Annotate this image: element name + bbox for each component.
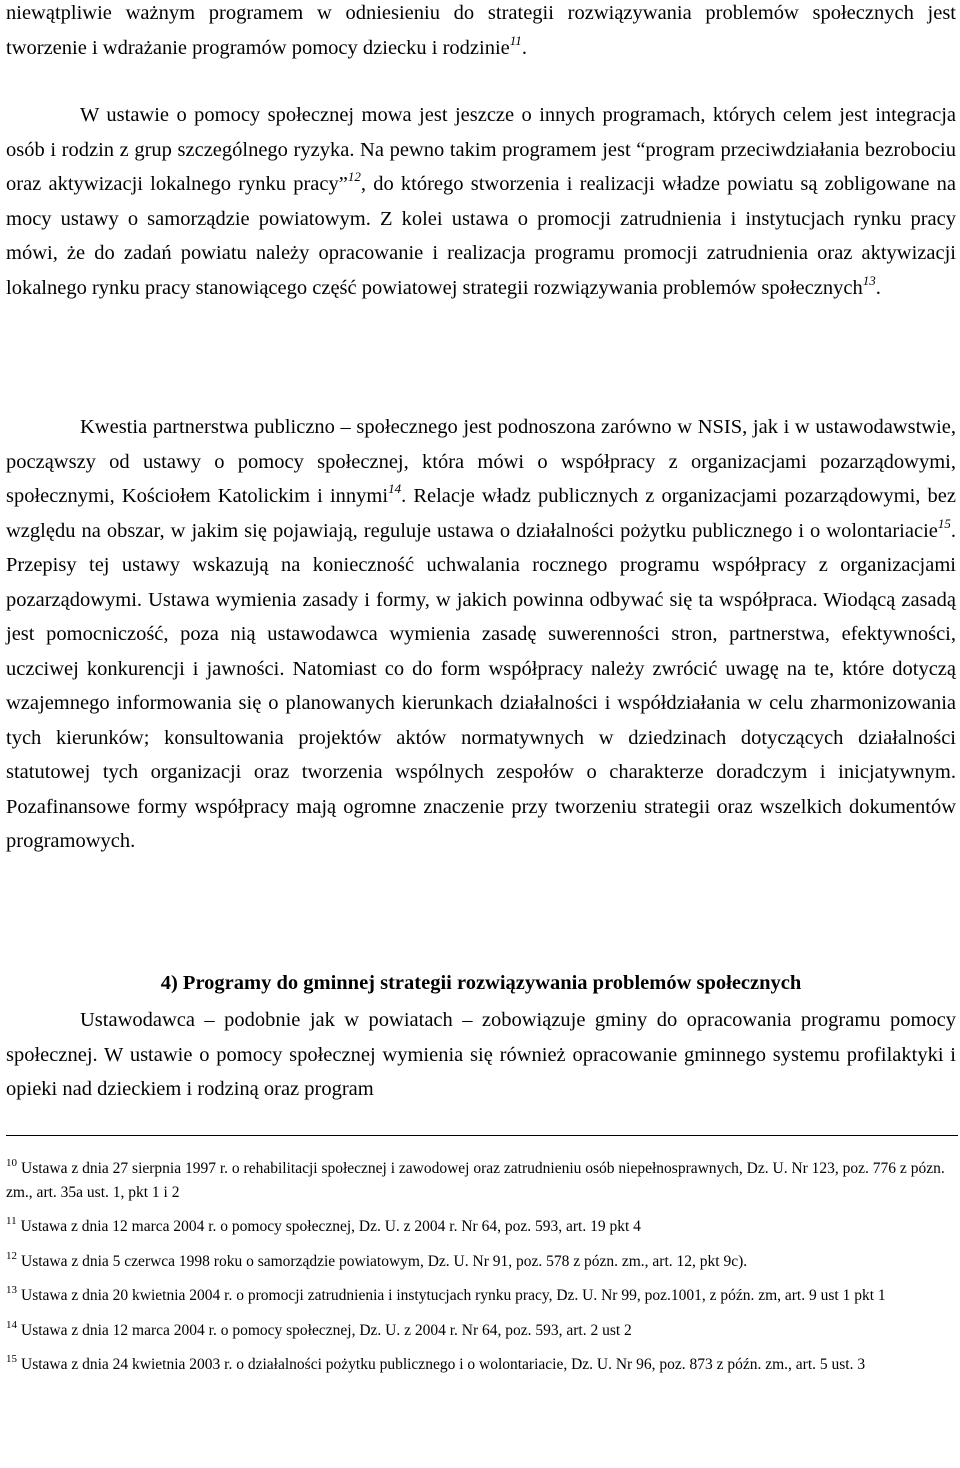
paragraph-2-text-a: W ustawie o pomocy społecznej mowa jest jeszcze o innych programach, których celem jest integracja osób i rodzin z grup szczególnego ryzyka. Na pewno takim programem jest “program przeciwdziałania bezrobociu oraz aktywizacji lokalnego rynku pracy” (6, 104, 956, 195)
paragraph-2-text-c: . (875, 276, 881, 299)
footnotes (6, 1157, 956, 1388)
paragraph-3-text-b: . Relacje władz publicznych z organizacjami pozarządowymi, bez względu na obszar, w jakim się pojawiają, reguluje ustawa o działalności pożytku publicznego i o wolontariacie (6, 485, 956, 542)
footnote (6, 1284, 956, 1308)
paragraph-1-end: . (521, 36, 527, 59)
paragraph-3-text-a: Kwestia partnerstwa publiczno – społecznego jest podnoszona zarówno w NSIS, jak i w ustawodawstwie, począwszy od ustawy o pomocy społecznej, która mówi o współpracy z organizacjami pozarządowymi, społecznymi, Kościołem Katolickim i innymi (6, 416, 956, 507)
footnote-ref-15: 15 (937, 515, 951, 531)
footnote-number: 13 (6, 1284, 17, 1296)
paragraph-4: Ustawodawca – podobnie jak w powiatach – zobowiązuje gminy do opracowania programu pomocy społecznej. W ustawie o pomocy społecznej wymienia się również opracowanie gminnego systemu profilaktyki i opieki nad dzieckiem i rodziną oraz program (6, 1009, 956, 1100)
footnote-text: Ustawa z dnia 20 kwietnia 2004 r. o promocji zatrudnienia i instytucjach rynku pracy, Dz. U. Nr 99, poz.1001, z późn. zm, art. 9 ust 1 pkt 1 (21, 1287, 886, 1304)
footnote-number: 15 (6, 1353, 17, 1365)
paragraph-2-text-b: , do którego stworzenia i realizacji władze powiatu są zobligowane na mocy ustawy o samorządzie powiatowym. Z kolei ustawa o promocji zatrudnienia i instytucjach rynku pracy mówi, że do zadań powiatu należy opracowanie i realizacja programu promocji zatrudnienia oraz aktywizacji lokalnego rynku pracy stanowiącego część powiatowej strategii rozwiązywania problemów społecznych (6, 173, 956, 299)
paragraph-1 (6, 0, 956, 65)
footnote (6, 1157, 956, 1204)
footnote-ref-13: 13 (862, 272, 876, 288)
paragraph-3-text-c: . Przepisy tej ustawy wskazują na konieczność uchwalania rocznego programu współpracy z organizacjami pozarządowymi. Ustawa wymienia zasady i formy, w jakich powinna odbywać się ta współpraca. Wiodącą zasadą jest pomocniczość, poza nią ustawodawca wymienia zasadę suwerenności stron, partnerstwa, efektywności, uczciwej konkurencji i jawności. Natomiast co do form współpracy należy zwrócić uwagę na te, które dotyczą wzajemnego informowania się o planowanych kierunkach działalności i współdziałania w celu zharmonizowania tych kierunków; konsultowania projektów aktów normatywnych w dziedzinach dotyczących działalności statutowej tych organizacji oraz tworzenia wspólnych zespołów o charakterze doradczym i inicjatywnym. Pozafinansowe formy współpracy mają ogromne znaczenie przy tworzeniu strategii oraz wszelkich dokumentów programowych. (6, 519, 956, 852)
footnote (6, 1215, 956, 1239)
footnote-number: 10 (6, 1157, 17, 1169)
footnote-number: 12 (6, 1249, 17, 1262)
footnote-ref-12: 12 (347, 169, 361, 184)
footnote-separator (6, 1135, 958, 1136)
paragraph-3 (6, 410, 956, 859)
footnote-text: Ustawa z dnia 12 marca 2004 r. o pomocy społecznej, Dz. U. z 2004 r. Nr 64, poz. 593, art. 19 pkt 4 (20, 1218, 641, 1235)
footnote-text: Ustawa z dnia 5 czerwca 1998 roku o samorządzie powiatowym, Dz. U. Nr 91, poz. 578 z pózn. zm., art. 12, pkt 9c). (21, 1252, 748, 1270)
footnote-text: Ustawa z dnia 27 sierpnia 1997 r. o rehabilitacji społecznej i zawodowej oraz zatrudnieniu osób niepełnosprawnych, Dz. U. Nr 123, poz. 776 z pózn. zm., art. 35a ust. 1, pkt 1 i 2 (6, 1160, 945, 1201)
footnote-number: 11 (6, 1215, 17, 1227)
footnote-number: 14 (6, 1318, 17, 1331)
paragraph-2 (6, 98, 956, 305)
footnote (6, 1250, 956, 1274)
footnote-text: Ustawa z dnia 12 marca 2004 r. o pomocy społecznej, Dz. U. z 2004 r. Nr 64, poz. 593, art. 2 ust 2 (21, 1321, 632, 1339)
footnote-text: Ustawa z dnia 24 kwietnia 2003 r. o działalności pożytku publicznego i o wolontariacie, Dz. U. Nr 96, poz. 873 z późn. zm., art. 5 ust. 3 (21, 1356, 866, 1373)
section-heading: 4) Programy do gminnej strategii rozwiązywania problemów społecznych (160, 972, 802, 994)
footnote-ref-14: 14 (388, 481, 402, 496)
paragraph-1-text: niewątpliwie ważnym programem w odniesieniu do strategii rozwiązywania problemów społecznych jest tworzenie i wdrażanie programów pomocy dziecku i rodzinie (6, 2, 956, 59)
footnote-ref-11: 11 (509, 32, 522, 48)
footnote (6, 1353, 956, 1377)
footnote (6, 1319, 956, 1343)
